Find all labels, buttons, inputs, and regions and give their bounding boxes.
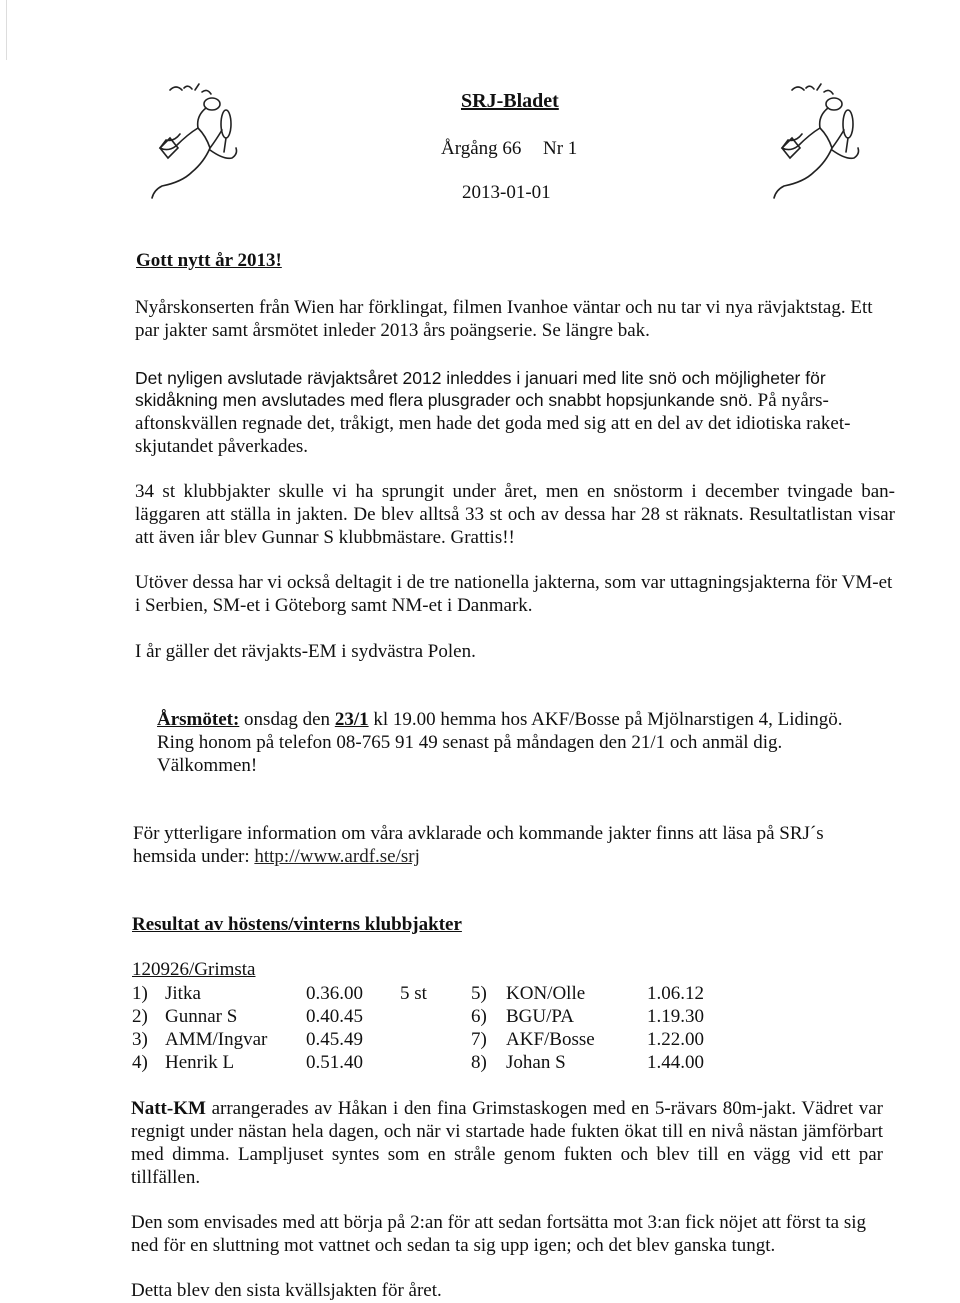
result-name: Johan S bbox=[506, 1052, 566, 1073]
result-name: AKF/Bosse bbox=[506, 1029, 595, 1050]
annual-meeting-label: Årsmötet: bbox=[157, 709, 240, 730]
results-heading: Resultat av höstens/vinterns klubbjakter bbox=[132, 914, 462, 935]
result-pos: 8) bbox=[471, 1052, 487, 1073]
meeting-date: 23/1 bbox=[334, 709, 369, 730]
result-time: 1.22.00 bbox=[647, 1029, 704, 1050]
homepage-link[interactable]: http://www.ardf.se/srj bbox=[254, 846, 420, 867]
annual-meeting-block bbox=[157, 708, 897, 777]
paragraph-club-hunts: 34 st klubbjakter skulle vi ha sprungit under året, men en snöstorm i december tvingade ban-läggaren att ställa in jakten. De blev alltså 33 st och av dessa har 28 st räknats. Resultatlistan visar att även iår blev Gunnar S klubbmästare. Grattis!! bbox=[135, 481, 895, 548]
meeting-text: onsdag den bbox=[239, 709, 335, 730]
info-line1: För ytterligare information om våra avklarade och kommande jakter finns att läsa på SRJ´s bbox=[133, 823, 824, 844]
paragraph-concert: Nyårskonserten från Wien har förklingat, filmen Ivanhoe väntar och nu tar vi nya rävjaktstag. Ett par jakter samt årsmötet inleder 2013 års poängserie. Se längre bak. bbox=[135, 297, 873, 341]
event-label: 120926/Grimsta bbox=[132, 959, 256, 980]
result-count: 5 st bbox=[400, 983, 427, 1004]
result-pos: 2) bbox=[132, 1006, 148, 1027]
natt-km-label: Natt-KM bbox=[131, 1098, 206, 1119]
fox-hunter-logo-right bbox=[762, 82, 862, 207]
issue-date: 2013-01-01 bbox=[462, 182, 551, 203]
info-prefix: hemsida under: bbox=[133, 846, 255, 867]
paragraph-last-hunt: Detta blev den sista kvällsjakten för året. bbox=[131, 1280, 442, 1301]
paragraph-national-hunts: Utöver dessa har vi också deltagit i de tre nationella jakterna, som var uttagningsjakterna för VM-et i Serbien, SM-et i Göteborg samt NM-et i Danmark. bbox=[135, 572, 893, 616]
issue-label: Nr 1 bbox=[543, 138, 578, 159]
paragraph-natt-km bbox=[131, 1097, 883, 1189]
annual-meeting-line1 bbox=[157, 708, 897, 731]
paragraph-line: Det nyligen avslutade rävjaktsåret 2012 inleddes i januari med lite snö och möjligheter för bbox=[135, 368, 826, 388]
result-time: 0.40.45 bbox=[306, 1006, 363, 1027]
result-name: Henrik L bbox=[165, 1052, 235, 1073]
result-time: 0.45.49 bbox=[306, 1029, 363, 1050]
paragraph-em: I år gäller det rävjakts-EM i sydvästra Polen. bbox=[135, 641, 476, 662]
scan-edge bbox=[6, 0, 7, 60]
annual-meeting-line2: Ring honom på telefon 08-765 91 49 senast på måndagen den 21/1 och anmäl dig. bbox=[157, 732, 783, 753]
annual-meeting-line3: Välkommen! bbox=[157, 755, 258, 776]
result-name: Jitka bbox=[165, 983, 201, 1004]
result-name: BGU/PA bbox=[506, 1006, 574, 1027]
result-time: 1.44.00 bbox=[647, 1052, 704, 1073]
volume-label: Årgång 66 bbox=[441, 138, 522, 159]
paragraph-line: På nyårs-aftonskvällen regnade det, tråkigt, men hade det goda med sig att en del av det idiotiska raket-skjutandet påverkades. bbox=[135, 390, 851, 457]
meeting-text: kl 19.00 hemma hos AKF/Bosse på Mjölnarstigen 4, Lidingö. bbox=[368, 709, 843, 730]
result-name: KON/Olle bbox=[506, 983, 586, 1004]
result-pos: 6) bbox=[471, 1006, 487, 1027]
result-name: Gunnar S bbox=[165, 1006, 238, 1027]
paragraph-year-summary bbox=[135, 367, 895, 458]
result-time: 0.51.40 bbox=[306, 1052, 363, 1073]
result-name: AMM/Ingvar bbox=[165, 1029, 268, 1050]
result-time: 0.36.00 bbox=[306, 983, 363, 1004]
natt-km-text: arrangerades av Håkan i den fina Grimstaskogen med en 5-rävars 80m-jakt. Vädret var regnigt under nästan hela dagen, och när vi startade hade fukten ökat till en nivå nästan jämförbart med dimma. Lampljuset syntes som en stråle genom fukten och blev till en vägg vid ett par tillfällen. bbox=[131, 1098, 883, 1188]
info-block bbox=[133, 822, 893, 868]
result-pos: 7) bbox=[471, 1029, 487, 1050]
result-pos: 3) bbox=[132, 1029, 148, 1050]
info-line2 bbox=[133, 845, 893, 868]
result-time: 1.19.30 bbox=[647, 1006, 704, 1027]
section-heading-new-year: Gott nytt år 2013! bbox=[136, 250, 282, 271]
result-pos: 4) bbox=[132, 1052, 148, 1073]
newsletter-title: SRJ-Bladet bbox=[461, 90, 559, 112]
fox-hunter-logo-left bbox=[140, 82, 240, 207]
result-pos: 1) bbox=[132, 983, 148, 1004]
paragraph-line: skidåkning men avslutades med flera plusgrader och snabbt hopsjunkande snö. bbox=[135, 390, 753, 410]
result-time: 1.06.12 bbox=[647, 983, 704, 1004]
paragraph-hill: Den som envisades med att börja på 2:an för att sedan fortsätta mot 3:an fick nöjet att först ta sig ned för en sluttning mot vattnet och sedan ta sig upp igen; och det blev ganska tungt. bbox=[131, 1212, 866, 1256]
result-pos: 5) bbox=[471, 983, 487, 1004]
